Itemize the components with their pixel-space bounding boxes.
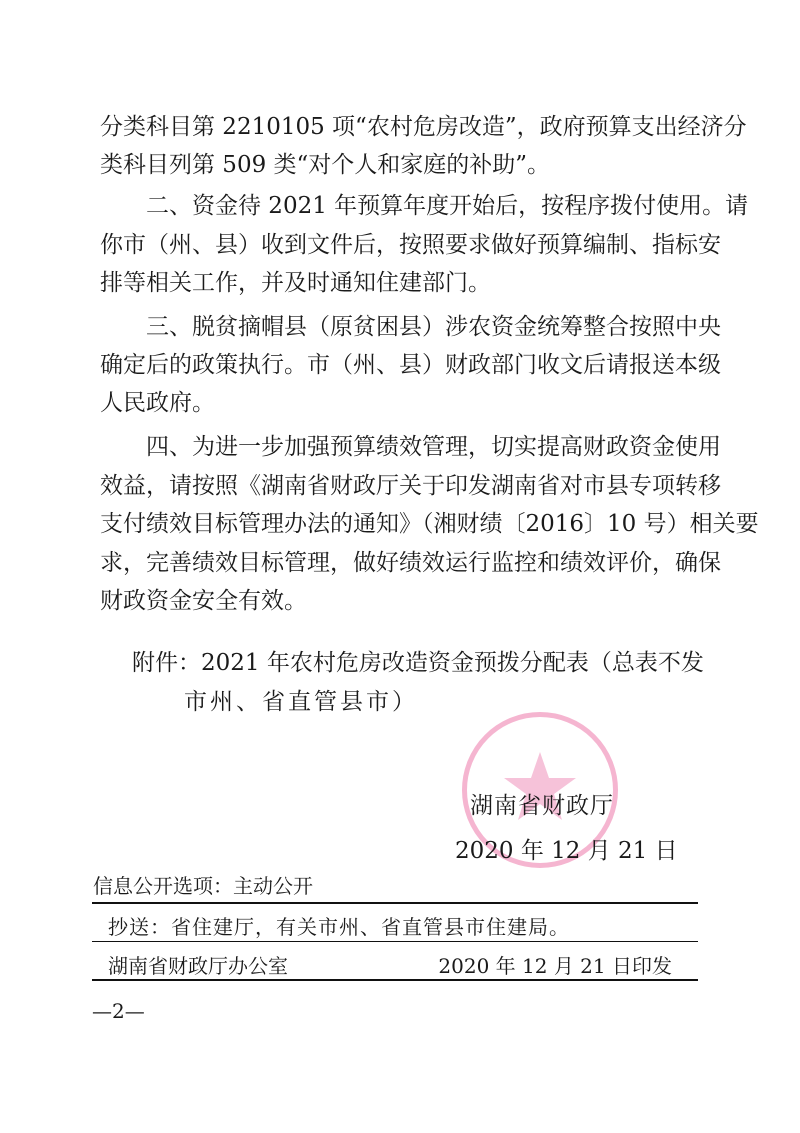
- body-line: 三、脱贫摘帽县（原贫困县）涉农资金统筹整合按照中央: [146, 314, 721, 340]
- page-number: —2—: [92, 999, 145, 1023]
- print-date: 2020 年 12 月 21 日印发: [438, 954, 672, 978]
- body-line: 效益，请按照《湖南省财政厅关于印发湖南省对市县专项转移: [100, 473, 721, 499]
- body-line: 二、资金待 2021 年预算年度开始后，按程序拨付使用。请: [146, 193, 749, 219]
- disclosure-option: 信息公开选项：主动公开: [93, 874, 313, 898]
- body-line: 财政资金安全有效。: [100, 588, 307, 614]
- body-line: 类科目列第 509 类“对个人和家庭的补助”。: [100, 152, 551, 178]
- body-line: 你市（州、县）收到文件后，按照要求做好预算编制、指标安: [100, 232, 721, 258]
- body-line: 确定后的政策执行。市（州、县）财政部门收文后请报送本级: [100, 352, 721, 378]
- cc-line: 抄送：省住建厅，有关市州、省直管县市住建局。: [108, 915, 570, 939]
- issuing-office: 湖南省财政厅办公室: [108, 954, 288, 978]
- signature-date: 2020 年 12 月 21 日: [455, 838, 678, 864]
- attachment-line: 市州、省直管县市）: [184, 689, 418, 715]
- body-line: 分类科目第 2210105 项“农村危房改造”，政府预算支出经济分: [100, 114, 747, 140]
- signature-issuer: 湖南省财政厅: [470, 793, 614, 819]
- divider: [92, 902, 698, 904]
- body-line: 排等相关工作，并及时通知住建部门。: [100, 270, 491, 296]
- body-line: 人民政府。: [100, 390, 215, 416]
- attachment-line: 附件：2021 年农村危房改造资金预拨分配表（总表不发: [132, 650, 704, 676]
- body-line: 支付绩效目标管理办法的通知》（湘财绩〔2016〕10 号）相关要: [100, 511, 759, 537]
- body-line: 求，完善绩效目标管理，做好绩效运行监控和绩效评价，确保: [100, 550, 721, 576]
- divider: [92, 941, 698, 942]
- body-line: 四、为进一步加强预算绩效管理，切实提高财政资金使用: [146, 434, 721, 460]
- divider: [92, 979, 698, 981]
